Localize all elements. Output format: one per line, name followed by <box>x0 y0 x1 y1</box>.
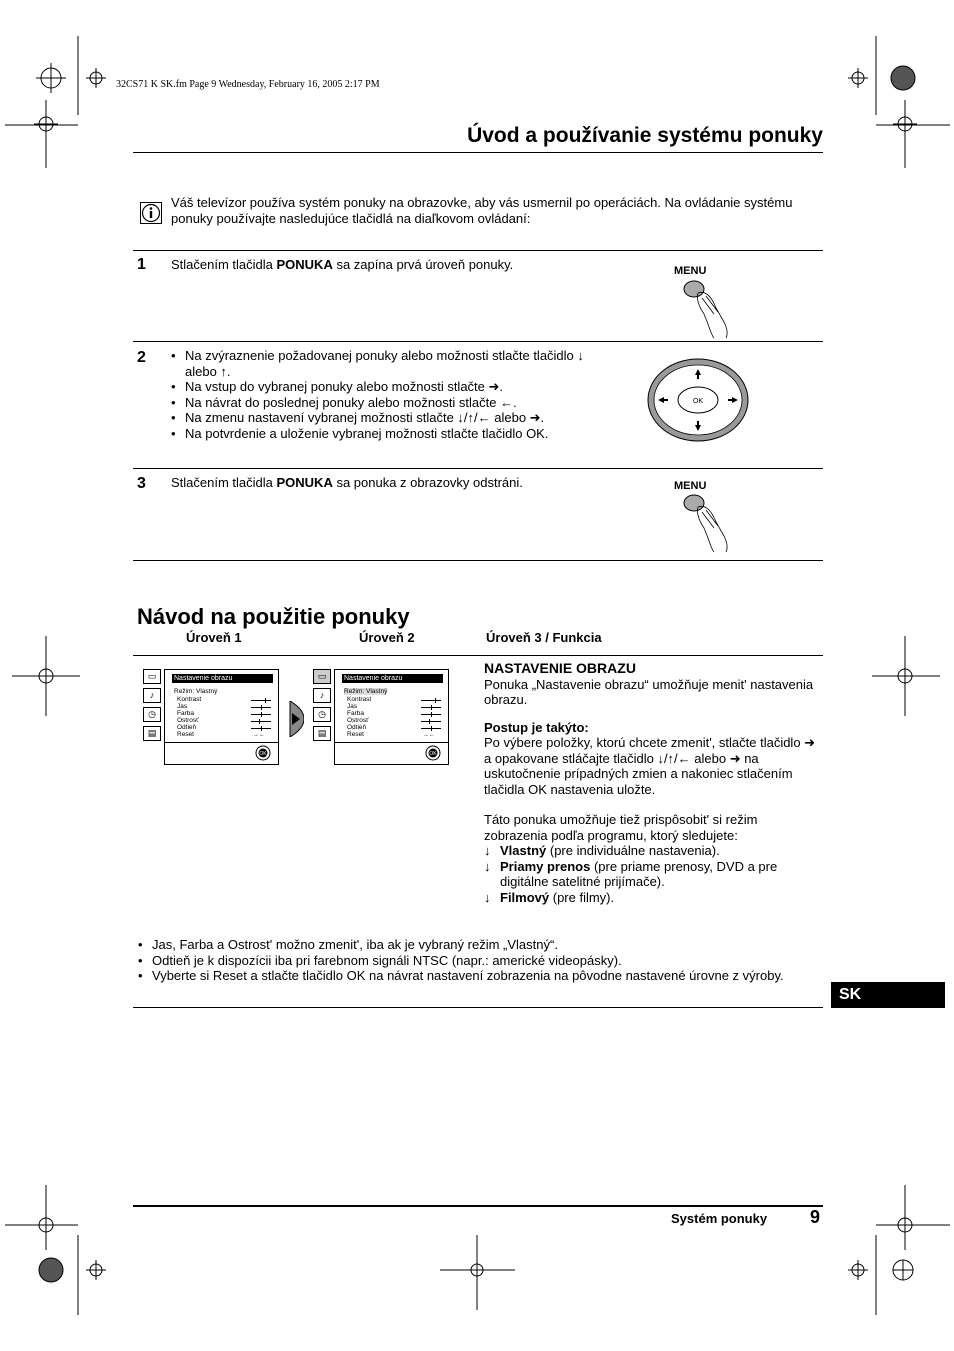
settings-icon: ▤ <box>313 726 331 741</box>
section-rule <box>133 1007 823 1008</box>
tv-screen: Nastavenie obrazu Režim: Vlastný Kontrast Jas Farba Ostrosť Odtieň Reset →← OK <box>334 669 449 765</box>
menu-button-hand-icon <box>680 492 735 554</box>
timer-icon: ◷ <box>313 707 331 722</box>
tv-menu-item: Kontrast <box>347 696 372 703</box>
title-rule <box>133 152 823 153</box>
list-item: ↓ Filmový (pre filmy). <box>484 889 615 905</box>
function-heading: NASTAVENIE OBRAZU <box>484 660 636 676</box>
sound-icon: ♪ <box>143 688 161 703</box>
tv-menu-item: Jas <box>347 703 358 710</box>
tv-menu-mode: Režim: Vlastný <box>344 688 388 695</box>
adapt-text: Táto ponuka umožňuje tiež prispôsobit' si režim zobrazenia podľa programu, ktorý sledujete: <box>484 812 758 843</box>
step-divider <box>133 560 823 561</box>
step-number: 3 <box>137 475 146 492</box>
tv-menu-item: Farba <box>177 710 194 717</box>
tv-menu-item: Reset <box>177 731 194 738</box>
menu-button-hand-icon <box>680 278 735 340</box>
menu-button-label: MENU <box>674 480 707 492</box>
tv-menu-item: Reset <box>347 731 364 738</box>
info-icon <box>140 202 162 224</box>
list-item: • Na zvýraznenie požadovanej ponuky alebo možnosti stlačte tlačidlo ↓ alebo ↑. <box>171 348 591 379</box>
page-number: 9 <box>810 1207 821 1227</box>
list-item: • Vyberte si Reset a stlačte tlačidlo OK na návrat nastavení zobrazenia na pôvodne nastavené úrovne z výroby. <box>138 968 818 984</box>
svg-text:OK: OK <box>429 751 437 757</box>
notes-list <box>138 937 818 984</box>
list-item: • Na potvrdenie a uloženie vybranej možnosti stlačte tlačidlo OK. <box>171 426 591 442</box>
settings-icon: ▤ <box>143 726 161 741</box>
down-arrow-icon: ↓ <box>484 843 491 858</box>
section-title: Návod na použitie ponuky <box>137 604 410 629</box>
tv-menu-item: Ostrosť <box>177 717 199 724</box>
step-2-list <box>171 348 591 441</box>
tv-menu-item: Odtieň <box>347 724 367 731</box>
menu-button-label: MENU <box>674 265 707 277</box>
function-desc: Ponuka „Nastavenie obrazu“ umožňuje menit' nastavenia obrazu. <box>484 676 814 707</box>
sound-icon: ♪ <box>313 688 331 703</box>
tv-menu-title: Nastavenie obrazu <box>172 674 273 683</box>
column-level-1: Úroveň 1 <box>186 630 242 645</box>
tv-menu-item: Ostrosť <box>347 717 369 724</box>
list-item: ↓ Priamy prenos (pre priame prenosy, DVD a pre digitálne satelitné prijímače). <box>484 858 778 889</box>
intro-text: Váš televízor používa systém ponuky na obrazovke, aby vás usmernil po operáciách. Na ovládanie systému ponuky používajte nasledujúce tlačidlá na diaľkovom ovládaní: <box>171 195 793 226</box>
page-title: Úvod a používanie systému ponuky <box>467 124 823 147</box>
step-3-text: Stlačením tlačidla PONUKA sa ponuka z obrazovky odstráni. <box>171 475 523 490</box>
picture-icon: ▭ <box>313 669 331 684</box>
tv-menu-level-2 <box>313 669 449 766</box>
navigation-pad-icon <box>646 357 750 443</box>
tv-ok-icon <box>255 745 271 761</box>
column-level-2: Úroveň 2 <box>359 630 415 645</box>
step-divider <box>133 468 823 469</box>
tv-ok-icon <box>425 745 441 761</box>
tv-menu-item: Farba <box>347 710 364 717</box>
step-number: 2 <box>137 349 146 366</box>
step-number: 1 <box>137 256 146 273</box>
tv-menu-level-1 <box>143 669 279 766</box>
list-item: • Odtieň je k dispozícii iba pri farebnom signáli NTSC (napr.: americké videopásky). <box>138 953 818 969</box>
file-header: 32CS71 K SK.fm Page 9 Wednesday, February 16, 2005 2:17 PM <box>116 79 380 90</box>
mode-list <box>484 843 819 905</box>
tv-menu-item: Kontrast <box>177 696 202 703</box>
section-rule <box>133 655 823 656</box>
procedure-text: Po výbere položky, ktorú chcete zmenit', stlačte tlačidlo ➜ a opakovane stláčajte tlačidlo ↓/↑/← alebo ➜ na uskutočnenie prípadných zmien a nakoniec stlačením tlačidla OK nastavenia uložte. <box>484 735 816 797</box>
tv-screen: Nastavenie obrazu Režim: Vlastný Kontrast Jas Farba Ostrosť Odtieň Reset →← OK <box>164 669 279 765</box>
right-arrow-button-icon <box>286 701 304 737</box>
list-item: ↓ Vlastný (pre individuálne nastavenia). <box>484 843 720 858</box>
tv-menu-mode: Režim: Vlastný <box>174 688 218 695</box>
list-item: • Jas, Farba a Ostrost' možno zmenit', iba ak je vybraný režim „Vlastný“. <box>138 937 818 953</box>
svg-text:OK: OK <box>259 751 267 757</box>
list-item: • Na vstup do vybranej ponuky alebo možnosti stlačte ➜. <box>171 379 591 395</box>
step-divider <box>133 341 823 342</box>
function-description <box>484 661 819 905</box>
tv-menu-item: Odtieň <box>177 724 197 731</box>
language-tab: SK <box>831 982 945 1008</box>
footer-rule <box>133 1205 823 1207</box>
column-level-3: Úroveň 3 / Funkcia <box>486 630 602 645</box>
picture-icon: ▭ <box>143 669 161 684</box>
procedure-heading: Postup je takýto: <box>484 719 589 735</box>
timer-icon: ◷ <box>143 707 161 722</box>
step-1-text: Stlačením tlačidla PONUKA sa zapína prvá úroveň ponuky. <box>171 257 514 272</box>
list-item: • Na návrat do poslednej ponuky alebo možnosti stlačte ←. <box>171 395 591 411</box>
list-item: • Na zmenu nastavení vybranej možnosti stlačte ↓/↑/← alebo ➜. <box>171 410 591 426</box>
ok-label: OK <box>692 398 704 405</box>
footer-label: Systém ponuky <box>671 1211 768 1226</box>
down-arrow-icon: ↓ <box>484 858 491 874</box>
tv-menu-title: Nastavenie obrazu <box>342 674 443 683</box>
tv-menu-item: Jas <box>177 703 188 710</box>
step-divider <box>133 250 823 251</box>
down-arrow-icon: ↓ <box>484 889 491 905</box>
